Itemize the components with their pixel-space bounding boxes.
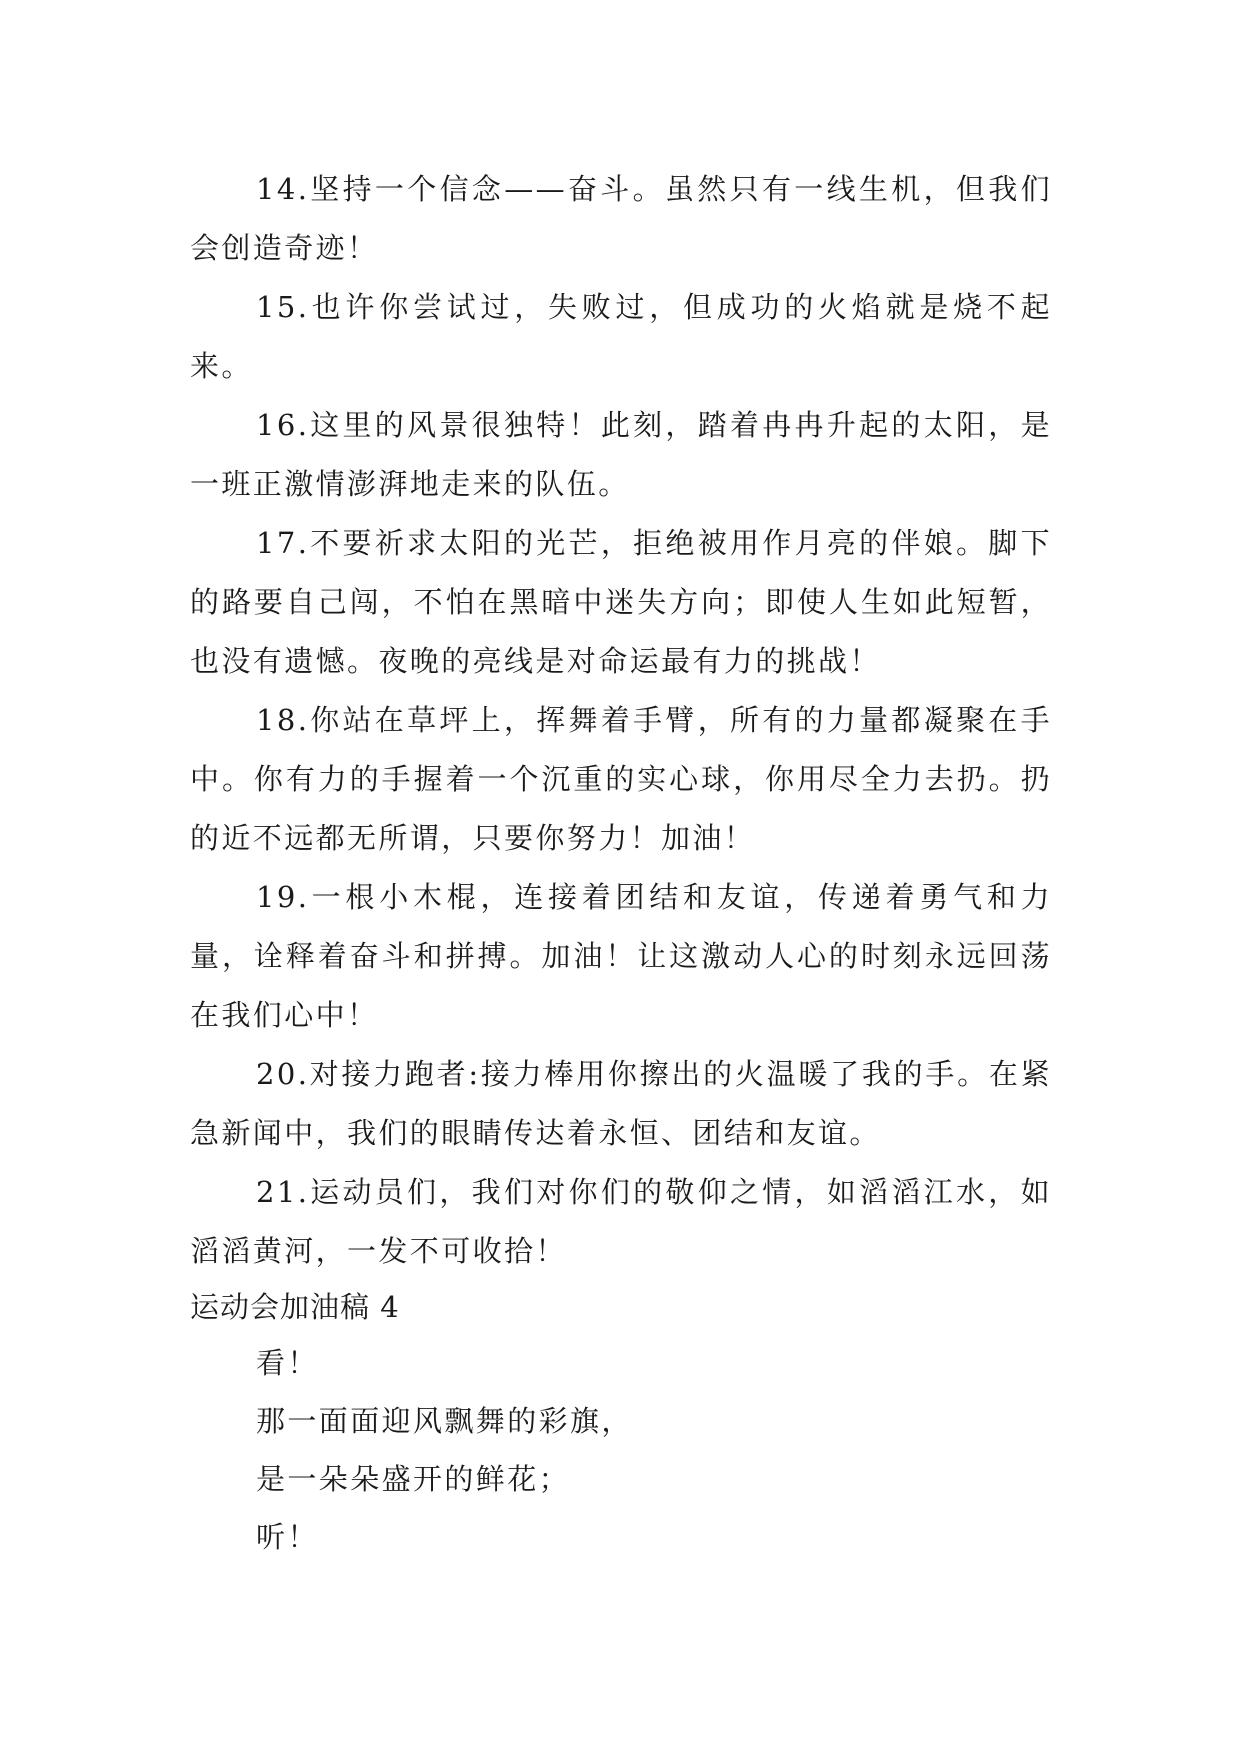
poem-line: 那一面面迎风飘舞的彩旗， bbox=[256, 1404, 633, 1438]
paragraph-19: 19.一根小木棍，连接着团结和友谊，传递着勇气和力量，诠释着奋斗和拼搏。加油！让这激动人心的时刻永远回荡在我们心中！ bbox=[190, 880, 1052, 1032]
paragraph-18: 18.你站在草坪上，挥舞着手臂，所有的力量都凝聚在手中。你有力的手握着一个沉重的实心球，你用尽全力去扔。扔的近不远都无所谓，只要你努力！加油！ bbox=[190, 703, 1052, 855]
section-heading: 运动会加油稿 4 bbox=[190, 1290, 400, 1324]
poem-line: 看！ bbox=[256, 1346, 319, 1380]
document-body bbox=[190, 160, 1052, 1566]
poem-line: 是一朵朵盛开的鲜花； bbox=[256, 1462, 571, 1496]
poem-line: 听！ bbox=[256, 1520, 319, 1554]
paragraph-14: 14.坚持一个信念——奋斗。虽然只有一线生机，但我们会创造奇迹！ bbox=[190, 172, 1052, 265]
paragraph-17: 17.不要祈求太阳的光芒，拒绝被用作月亮的伴娘。脚下的路要自己闯，不怕在黑暗中迷失方向；即使人生如此短暂，也没有遗憾。夜晚的亮线是对命运最有力的挑战！ bbox=[190, 526, 1052, 678]
paragraph-16: 16.这里的风景很独特！此刻，踏着冉冉升起的太阳，是一班正激情澎湃地走来的队伍。 bbox=[190, 408, 1052, 501]
paragraph-15: 15.也许你尝试过，失败过，但成功的火焰就是烧不起来。 bbox=[190, 290, 1052, 383]
paragraph-21: 21.运动员们，我们对你们的敬仰之情，如滔滔江水，如滔滔黄河，一发不可收拾！ bbox=[190, 1175, 1052, 1268]
paragraph-20: 20.对接力跑者:接力棒用你擦出的火温暖了我的手。在紧急新闻中，我们的眼睛传达着永恒、团结和友谊。 bbox=[190, 1057, 1052, 1150]
